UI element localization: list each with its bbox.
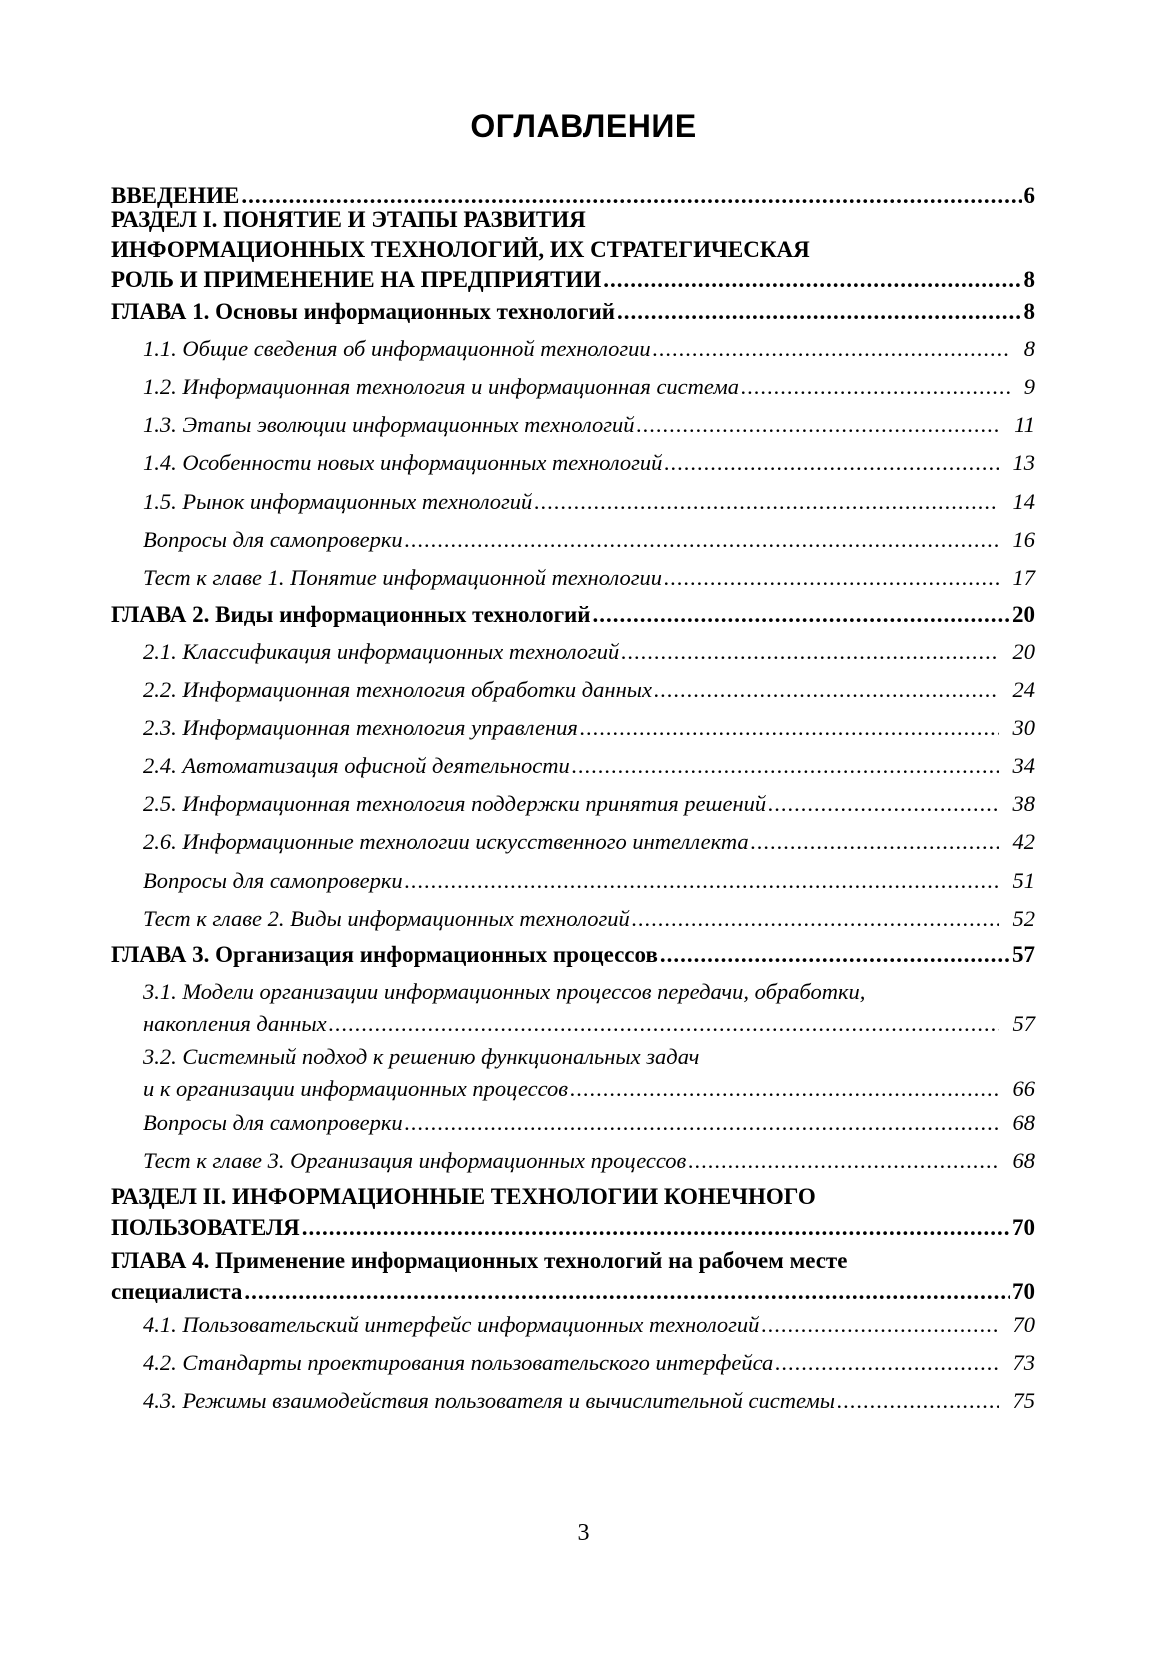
toc-entry-1-3[interactable] <box>143 410 1035 440</box>
toc-entry-text: ГЛАВА 2. Виды информационных технологий <box>111 602 591 627</box>
toc-entry-test-2[interactable] <box>143 904 1035 934</box>
toc-entry-section-1[interactable] <box>111 205 1035 295</box>
toc-entry-3-1[interactable] <box>143 976 1035 1040</box>
toc-entry-test-1[interactable] <box>143 563 1035 593</box>
toc-page-number: 68 <box>1012 1110 1035 1135</box>
toc-entry-4-2[interactable] <box>143 1348 1035 1378</box>
toc-entry-2-5[interactable] <box>143 789 1035 819</box>
toc-entry-text: накопления данных <box>143 1011 327 1036</box>
toc-page-number: 34 <box>1012 753 1035 778</box>
toc-entry-2-2[interactable] <box>143 675 1035 705</box>
dot-leader <box>572 751 999 781</box>
toc-entry-text: РОЛЬ И ПРИМЕНЕНИЕ НА ПРЕДПРИЯТИИ <box>111 267 602 292</box>
toc-page-number: 42 <box>1012 829 1035 854</box>
toc-entry-2-4[interactable] <box>143 751 1035 781</box>
toc-page-number: 14 <box>1012 489 1035 514</box>
toc-entry-4-1[interactable] <box>143 1310 1035 1340</box>
toc-page-number: 11 <box>1014 412 1035 437</box>
toc-entry-line: РАЗДЕЛ II. ИНФОРМАЦИОННЫЕ ТЕХНОЛОГИИ КОНЕЧНОГО <box>111 1184 816 1209</box>
toc-entry-3-2[interactable] <box>143 1041 1035 1105</box>
toc-entry-text: 2.3. Информационная технология управления <box>143 715 578 740</box>
toc-entry-text: ГЛАВА 1. Основы информационных технологий <box>111 299 616 324</box>
toc-page-number: 24 <box>1012 677 1035 702</box>
dot-leader <box>654 675 999 705</box>
toc-page-number: 8 <box>1023 299 1035 324</box>
dot-leader <box>534 487 998 517</box>
toc-entry-2-1[interactable] <box>143 637 1035 667</box>
toc-page-number: 73 <box>1012 1350 1035 1375</box>
dot-leader <box>761 1310 998 1340</box>
toc-page-number: 52 <box>1012 906 1035 931</box>
dot-leader <box>660 940 1010 970</box>
toc-page-number: 9 <box>1023 374 1035 399</box>
toc-page-number: 70 <box>1012 1312 1035 1337</box>
dot-leader <box>653 334 1010 364</box>
dot-leader <box>621 637 998 667</box>
dot-leader <box>775 1348 998 1378</box>
dot-leader <box>570 1073 998 1105</box>
toc-entry-text: 4.2. Стандарты проектирования пользовательского интерфейса <box>143 1350 774 1375</box>
toc-entry-2-6[interactable] <box>143 827 1035 857</box>
page-title: ОГЛАВЛЕНИЕ <box>470 108 697 144</box>
dot-leader <box>637 410 1001 440</box>
dot-leader <box>664 563 999 593</box>
toc-entry-chapter-3[interactable] <box>111 940 1035 970</box>
toc-entry-text: Тест к главе 3. Организация информационных процессов <box>143 1148 687 1173</box>
toc-entry-section-2[interactable] <box>111 1181 1035 1243</box>
toc-entry-4-3[interactable] <box>143 1386 1035 1416</box>
toc-entry-chapter-2[interactable] <box>111 600 1035 630</box>
dot-leader <box>405 866 999 896</box>
toc-page-number: 66 <box>1012 1076 1035 1101</box>
toc-entry-text: ПОЛЬЗОВАТЕЛЯ <box>111 1215 300 1240</box>
dot-leader <box>768 789 998 819</box>
toc-page-number: 20 <box>1012 602 1035 627</box>
toc-entry-line: РАЗДЕЛ I. ПОНЯТИЕ И ЭТАПЫ РАЗВИТИЯ <box>111 207 586 232</box>
toc-entry-questions-1[interactable] <box>143 525 1035 555</box>
dot-leader <box>688 1146 998 1176</box>
toc-page-number: 30 <box>1012 715 1035 740</box>
toc-page-number: 13 <box>1012 450 1035 475</box>
toc-page-number: 6 <box>1023 183 1035 208</box>
dot-leader <box>329 1008 999 1040</box>
toc-entry-text: ВВЕДЕНИЕ <box>111 183 240 208</box>
dot-leader <box>580 713 999 743</box>
dot-leader <box>837 1386 999 1416</box>
toc-entry-line: 3.1. Модели организации информационных процессов передачи, обработки, <box>143 979 866 1004</box>
toc-page-number: 68 <box>1012 1148 1035 1173</box>
toc-page-number: 57 <box>1012 942 1035 967</box>
toc-entry-questions-3[interactable] <box>143 1108 1035 1138</box>
toc-page-number: 75 <box>1012 1388 1035 1413</box>
toc-entry-text: Тест к главе 1. Понятие информационной технологии <box>143 565 662 590</box>
toc-entry-text: Вопросы для самопроверки <box>143 1110 403 1135</box>
toc-entry-2-3[interactable] <box>143 713 1035 743</box>
dot-leader <box>244 1276 1010 1307</box>
toc-page-number: 16 <box>1012 527 1035 552</box>
toc-entry-text: 2.1. Классификация информационных технологий <box>143 639 620 664</box>
toc-entry-line: ГЛАВА 4. Применение информационных технологий на рабочем месте <box>111 1248 848 1273</box>
toc-entry-text: Тест к главе 2. Виды информационных технологий <box>143 906 630 931</box>
dot-leader <box>664 448 998 478</box>
toc-page-number: 17 <box>1012 565 1035 590</box>
toc-entry-text: 1.5. Рынок информационных технологий <box>143 489 533 514</box>
dot-leader <box>603 265 1021 295</box>
toc-entry-text: 2.6. Информационные технологии искусственного интеллекта <box>143 829 749 854</box>
toc-entry-test-3[interactable] <box>143 1146 1035 1176</box>
page-number: 3 <box>577 1520 590 1546</box>
toc-page-number: 20 <box>1012 639 1035 664</box>
toc-entry-text: Вопросы для самопроверки <box>143 527 403 552</box>
toc-entry-text: 1.3. Этапы эволюции информационных технологий <box>143 412 635 437</box>
dot-leader <box>593 600 1010 630</box>
dot-leader <box>751 827 999 857</box>
dot-leader <box>741 372 1010 402</box>
toc-entry-text: 4.3. Режимы взаимодействия пользователя и вычислительной системы <box>143 1388 835 1413</box>
toc-page-number: 70 <box>1012 1279 1035 1304</box>
toc-entry-1-5[interactable] <box>143 487 1035 517</box>
toc-entry-text: специалиста <box>111 1279 243 1304</box>
toc-page-number: 51 <box>1012 868 1035 893</box>
toc-entry-1-1[interactable] <box>143 334 1035 364</box>
toc-entry-line: 3.2. Системный подход к решению функциональных задач <box>143 1044 700 1069</box>
toc-entry-text: и к организации информационных процессов <box>143 1076 569 1101</box>
dot-leader <box>632 904 999 934</box>
toc-entry-text: 4.1. Пользовательский интерфейс информационных технологий <box>143 1312 760 1337</box>
toc-entry-text: ГЛАВА 3. Организация информационных процессов <box>111 942 658 967</box>
toc-entry-text: 2.5. Информационная технология поддержки принятия решений <box>143 791 767 816</box>
toc-entry-text: 1.1. Общие сведения об информационной технологии <box>143 336 651 361</box>
toc-entry-line: ИНФОРМАЦИОННЫХ ТЕХНОЛОГИЙ, ИХ СТРАТЕГИЧЕСКАЯ <box>111 237 810 262</box>
toc-entry-text: Вопросы для самопроверки <box>143 868 403 893</box>
toc-entry-1-4[interactable] <box>143 448 1035 478</box>
toc-entry-chapter-4[interactable] <box>111 1245 1035 1307</box>
toc-entry-text: 2.4. Автоматизация офисной деятельности <box>143 753 570 778</box>
toc-page-number: 8 <box>1023 267 1035 292</box>
toc-page-number: 57 <box>1012 1011 1035 1036</box>
dot-leader <box>302 1212 1010 1243</box>
dot-leader <box>405 525 999 555</box>
toc-entry-text: 1.2. Информационная технология и информационная система <box>143 374 739 399</box>
toc-page-number: 38 <box>1012 791 1035 816</box>
toc-entry-chapter-1[interactable] <box>111 297 1035 327</box>
toc-page-number: 70 <box>1012 1215 1035 1240</box>
dot-leader <box>405 1108 999 1138</box>
toc-entry-text: 1.4. Особенности новых информационных технологий <box>143 450 663 475</box>
toc-entry-text: 2.2. Информационная технология обработки данных <box>143 677 652 702</box>
dot-leader <box>617 297 1021 327</box>
toc-page-number: 8 <box>1023 336 1035 361</box>
toc-entry-1-2[interactable] <box>143 372 1035 402</box>
toc-entry-questions-2[interactable] <box>143 866 1035 896</box>
